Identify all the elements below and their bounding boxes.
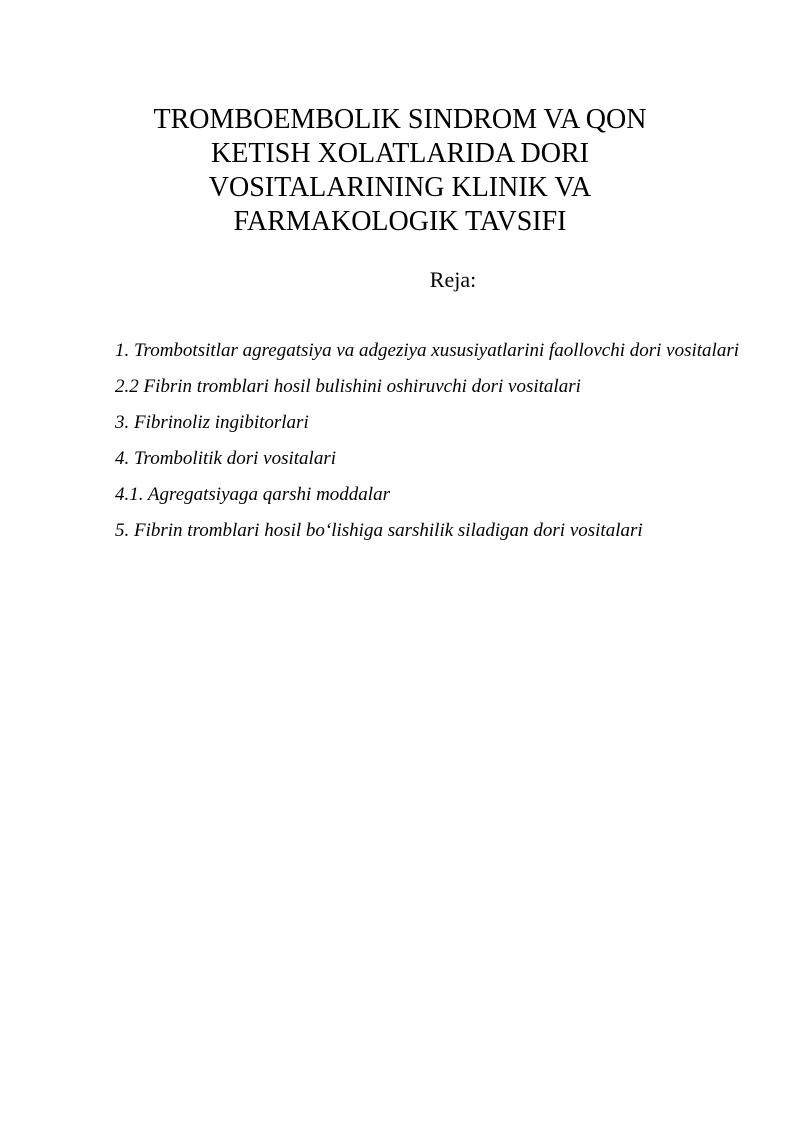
- title-line: VOSITALARINING KLINIK VA: [208, 172, 592, 203]
- plan-list: [115, 333, 755, 549]
- title-line: KETISH XOLATLARIDA DORI: [211, 138, 589, 169]
- plan-item: 5. Fibrin tromblari hosil bo‘lishiga sarshilik siladigan dori vositalari: [115, 520, 643, 541]
- title-line: TROMBOEMBOLIK SINDROM VA QON: [153, 104, 647, 135]
- document-title: [150, 103, 650, 239]
- plan-item: 3. Fibrinoliz ingibitorlari: [115, 412, 309, 433]
- plan-item: 4.1. Agregatsiyaga qarshi moddalar: [115, 484, 390, 505]
- plan-item: 1. Trombotsitlar agregatsiya va adgeziya xususiyatlarini faollovchi dori vositalari: [115, 340, 739, 361]
- plan-heading: Reja:: [429, 267, 477, 292]
- title-line: FARMAKOLOGIK TAVSIFI: [233, 206, 567, 237]
- plan-item: 4. Trombolitik dori vositalari: [115, 448, 336, 469]
- plan-item: 2.2 Fibrin tromblari hosil bulishini oshiruvchi dori vositalari: [115, 376, 581, 397]
